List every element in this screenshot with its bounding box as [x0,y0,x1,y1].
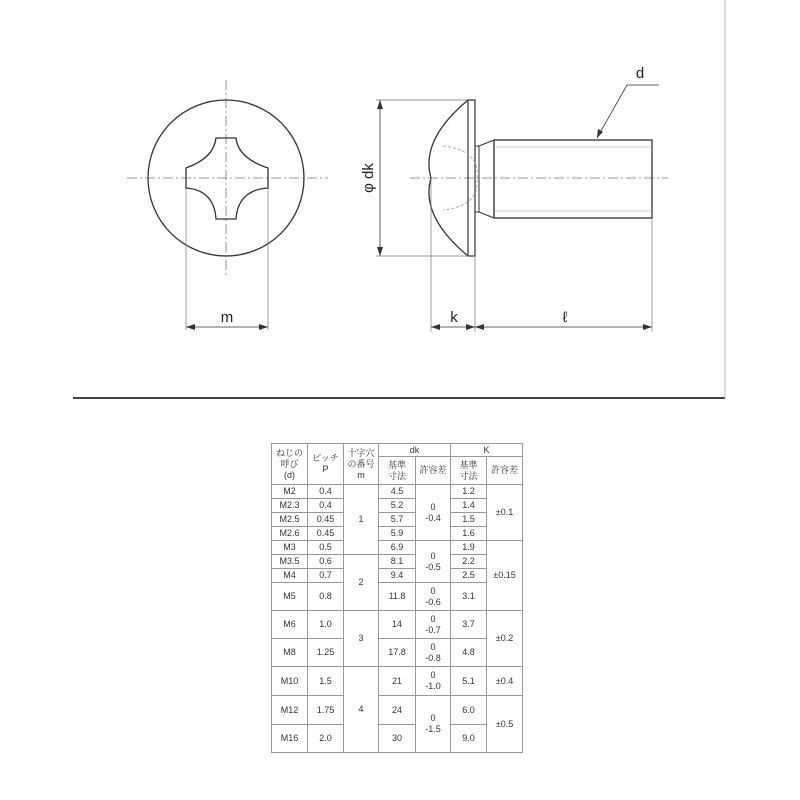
cell-pitch: 0.7 [308,569,344,583]
cell-pitch: 1.0 [308,611,344,639]
cell-size: M12 [272,696,308,725]
table-row [272,696,523,725]
cell-k: 1.9 [451,541,487,555]
header-pitch: ピッチ P [308,444,344,485]
dimensions-table [271,443,523,753]
cell-k-tolerance: ±0.4 [487,667,523,696]
header-nominal-size: ねじの 呼び (d) [272,444,308,485]
cell-size: M16 [272,725,308,753]
cell-k: 5.1 [451,667,487,696]
cell-dk: 17.8 [379,639,416,667]
dimension-k-label: k [450,309,458,326]
cell-pitch: 1.25 [308,639,344,667]
cell-k: 1.4 [451,499,487,513]
cell-k: 6.0 [451,696,487,725]
table-row [272,583,523,611]
cell-pitch: 0.45 [308,527,344,541]
cell-pitch: 2.0 [308,725,344,753]
cell-recess: 1 [344,485,379,555]
phillips-recess-icon [186,138,268,219]
cell-recess: 2 [344,555,379,611]
cell-dk: 24 [379,696,416,725]
dimension-length-label: ℓ [562,309,568,326]
cell-dk: 21 [379,667,416,696]
header-dk-basic: 基準 寸法 [379,457,416,485]
cell-size: M2.6 [272,527,308,541]
cell-k-tolerance: ±0.1 [487,485,523,541]
cell-dk: 5.2 [379,499,416,513]
cell-k: 1.2 [451,485,487,499]
table-row [272,555,523,569]
header-dk-tolerance: 許容差 [416,457,451,485]
table-row [272,569,523,583]
cell-recess: 3 [344,611,379,667]
cell-size: M10 [272,667,308,696]
header-recess-number: 十字穴 の番号 m [344,444,379,485]
dimension-d-label: d [635,65,645,82]
cell-k: 3.1 [451,583,487,611]
dimension-dk-label: φ dk [360,163,377,193]
cell-k: 4.8 [451,639,487,667]
cell-size: M4 [272,569,308,583]
cell-dk-tolerance: 0 -1.5 [416,696,451,753]
table-row [272,513,523,527]
header-k: K [451,444,523,457]
cell-k-tolerance: ±0.2 [487,611,523,667]
cell-dk: 11.8 [379,583,416,611]
cell-k: 3.7 [451,611,487,639]
table-row [272,639,523,667]
screw-shank [494,140,652,218]
cell-size: M3.5 [272,555,308,569]
cell-dk-tolerance: 0 -0.6 [416,583,451,611]
side-view [360,65,668,332]
cell-dk: 30 [379,725,416,753]
cell-k: 9.0 [451,725,487,753]
cell-dk: 4.5 [379,485,416,499]
table-row [272,541,523,555]
cell-dk: 14 [379,611,416,639]
cell-dk: 6.9 [379,541,416,555]
table-row [272,527,523,541]
cell-dk: 5.9 [379,527,416,541]
cell-pitch: 0.6 [308,555,344,569]
cell-pitch: 1.75 [308,696,344,725]
cell-pitch: 0.4 [308,485,344,499]
table-row [272,485,523,499]
cell-size: M3 [272,541,308,555]
header-k-basic: 基準 寸法 [451,457,487,485]
cell-dk-tolerance: 0 -0.5 [416,541,451,583]
cell-size: M2.3 [272,499,308,513]
cell-dk: 9.4 [379,569,416,583]
cell-dk-tolerance: 0 -0.7 [416,611,451,639]
cell-pitch: 1.5 [308,667,344,696]
dimension-m-label: m [220,309,234,326]
cell-pitch: 0.45 [308,513,344,527]
cell-size: M2 [272,485,308,499]
cell-pitch: 0.4 [308,499,344,513]
cell-k-tolerance: ±0.15 [487,541,523,611]
cell-recess: 4 [344,667,379,753]
header-dk: dk [379,444,451,457]
cell-pitch: 0.8 [308,583,344,611]
table-row [272,611,523,639]
cell-pitch: 0.5 [308,541,344,555]
cell-k: 1.5 [451,513,487,527]
cell-size: M6 [272,611,308,639]
table-row [272,725,523,753]
cell-dk-tolerance: 0 -0.8 [416,639,451,667]
cell-k: 2.2 [451,555,487,569]
cell-dk-tolerance: 0 -0.4 [416,485,451,541]
cell-k: 1.6 [451,527,487,541]
table-row [272,667,523,696]
table-row [272,499,523,513]
header-k-tolerance: 許容差 [487,457,523,485]
cell-dk: 5.7 [379,513,416,527]
cell-dk-tolerance: 0 -1.0 [416,667,451,696]
front-view [127,80,328,330]
cell-dk: 8.1 [379,555,416,569]
cell-size: M2.5 [272,513,308,527]
cell-size: M5 [272,583,308,611]
cell-k: 2.5 [451,569,487,583]
cell-k-tolerance: ±0.5 [487,696,523,753]
cell-size: M8 [272,639,308,667]
